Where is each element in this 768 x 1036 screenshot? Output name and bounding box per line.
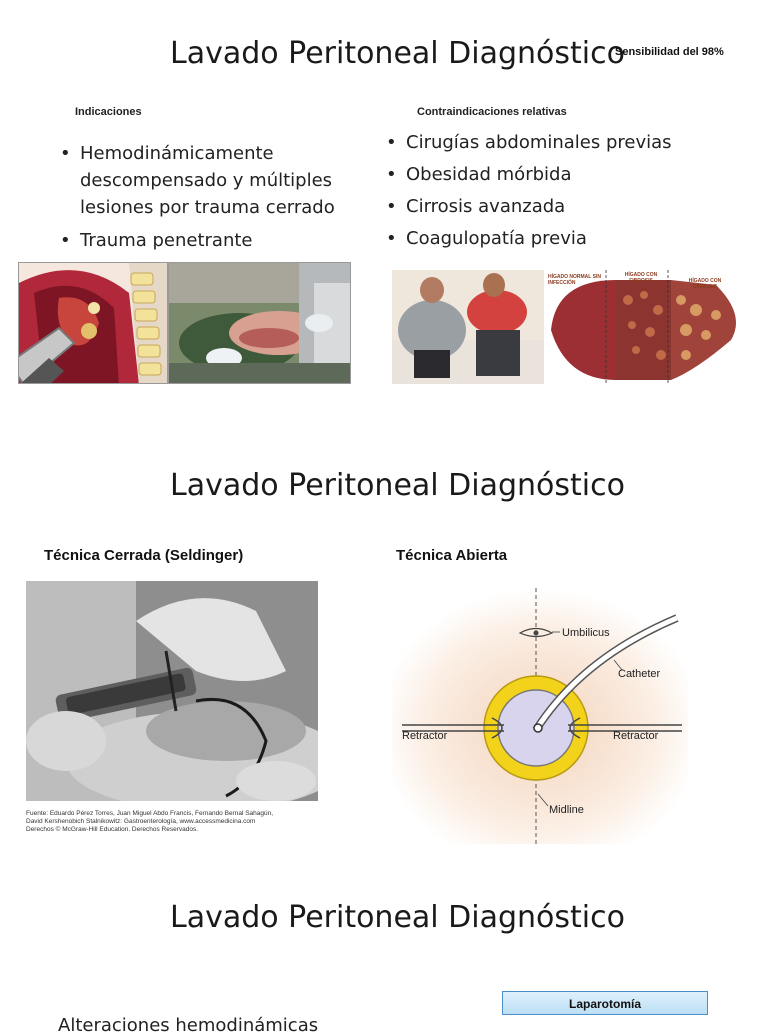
image-source-credit: Fuente: Eduardo Pérez Torres, Juan Miguel Abdo Francis, Fernando Bernal Sahagún, David Kershenobich Stalnikowitz: Gastroenterología, www.accessmedicina.com Derechos © McGraw-Hill Education. Derechos Reservados. (26, 810, 274, 833)
contraindication-item: • Cirugías abdominales previas (382, 131, 762, 155)
partial-bullet-text: Alteraciones hemodinámicas (58, 1015, 319, 1036)
sensitivity-note: Sensibilidad del 98% (615, 46, 724, 58)
retractor-right-label: Retractor (613, 730, 659, 742)
slide1-title: Lavado Peritoneal Diagnóstico (170, 36, 625, 71)
indications-label: Indicaciones (75, 106, 142, 118)
open-technique-label: Técnica Abierta (396, 547, 508, 564)
catheter-label: Catheter (618, 668, 661, 680)
indication-item: • Trauma penetrante (56, 227, 356, 254)
contraindications-label: Contraindicaciones relativas (417, 106, 567, 118)
indication-item: • Hemodinámicamente descompensado y múltiples lesiones por trauma cerrado (56, 140, 356, 221)
abdomen-illustration (18, 262, 168, 384)
slide3-title: Lavado Peritoneal Diagnóstico (170, 900, 625, 935)
liver-label-fibrosis: HÍGADO CON FIBROSIS (624, 272, 658, 284)
slide2-title: Lavado Peritoneal Diagnóstico (170, 468, 625, 503)
retractor-left-label: Retractor (402, 730, 448, 742)
umbilicus-label: Umbilicus (562, 627, 610, 639)
open-technique-diagram (392, 588, 688, 844)
seldinger-photo (26, 581, 318, 801)
contraindication-item: • Cirrosis avanzada (382, 195, 762, 219)
liver-label-normal: HÍGADO NORMAL SIN INFECCIÓN (548, 274, 601, 286)
contraindication-item: • Coagulopatía previa (382, 227, 762, 251)
indications-list (56, 140, 356, 260)
liver-label-cirrhosis: HÍGADO CON CIRROSIS (688, 278, 722, 290)
trauma-photo (168, 262, 351, 384)
contraindications-list (382, 131, 762, 259)
contraindication-item: • Obesidad mórbida (382, 163, 762, 187)
obesity-photo (392, 270, 544, 384)
closed-technique-label: Técnica Cerrada (Seldinger) (44, 547, 244, 564)
liver-comparison-image (546, 270, 746, 384)
laparotomy-box: Laparotomía (502, 991, 708, 1015)
midline-label: Midline (549, 804, 584, 816)
